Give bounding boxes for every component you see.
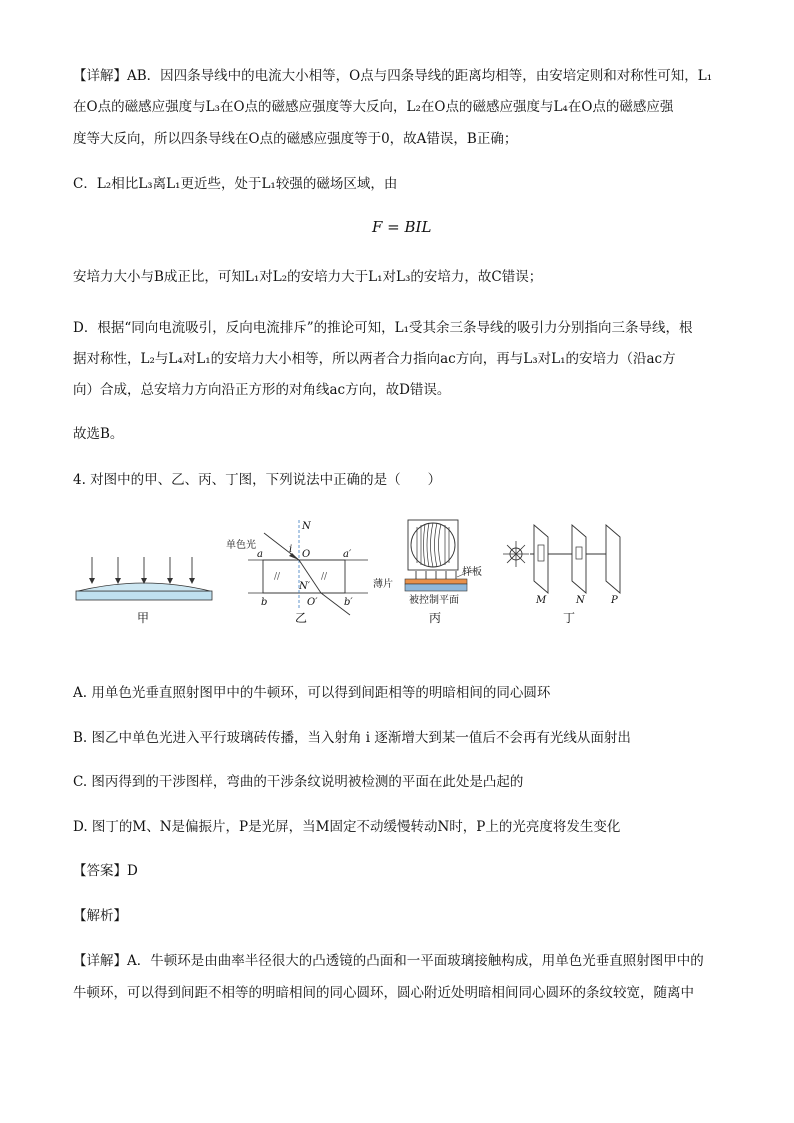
- figure-bing: [405, 520, 473, 591]
- explain-d-line-3: 向）合成，总安培力方向沿正方形的对角线ac方向，故D错误。: [73, 382, 451, 398]
- figure-ding: [503, 525, 620, 593]
- bing-thin-label: 薄片: [373, 579, 393, 590]
- figure-jia: [76, 557, 212, 600]
- yi-light-label: 单色光: [226, 540, 256, 551]
- explain-ab-line-3: 度等大反向，所以四条导线在O点的磁感应强度等于0，故A错误，B正确；: [73, 131, 518, 147]
- explain-d-line-2: 据对称性，L₂与L₄对L₁的安培力大小相等，所以两者合力指向ac方向，再与L₃对L₁的安培力（沿ac方: [73, 351, 676, 367]
- question-4: 4. 对图中的甲、乙、丙、丁图，下列说法中正确的是（ ）: [73, 472, 442, 488]
- svg-text://: //: [274, 572, 281, 582]
- explain-c-line-1: C．L₂相比L₃离L₁更近些，处于L₁较强的磁场区域，由: [73, 176, 398, 192]
- yi-b-label: b: [261, 597, 268, 608]
- explain-next-line-2: 牛顿环，可以得到间距不相等的明暗相间的同心圆环，圆心附近处明暗相间同心圆环的条纹较宽，随离中: [73, 985, 694, 1001]
- explain-next-line-1: 【详解】A．牛顿环是由曲率半径很大的凸透镜的凸面和一平面玻璃接触构成，用单色光垂直照射图甲中的: [73, 953, 704, 969]
- answer-label: 【答案】D: [73, 863, 138, 879]
- yi-a-label: a: [257, 549, 263, 560]
- yi-Oprime-label: O′: [307, 597, 318, 608]
- explain-c-line-2: 安培力大小与B成正比，可知L₁对L₂的安培力大于L₁对L₃的安培力，故C错误；: [73, 269, 543, 285]
- figure-label-yi: 乙: [295, 611, 308, 625]
- ding-M-label: M: [536, 595, 547, 606]
- bing-sample-label: 样板: [462, 567, 482, 578]
- option-c: C. 图丙得到的干涉图样，弯曲的干涉条纹说明被检测的平面在此处是凸起的: [73, 774, 524, 790]
- option-b: B. 图乙中单色光进入平行玻璃砖传播，当入射角 i 逐渐增大到某一值后不会再有光线从面射出: [73, 730, 631, 746]
- yi-O-label: O: [302, 549, 311, 560]
- option-d: D. 图丁的M、N是偏振片，P是光屏，当M固定不动缓慢转动N时，P上的光亮度将发生变化: [73, 819, 621, 835]
- yi-i-label: i: [289, 544, 293, 555]
- yi-N-label: N: [302, 521, 311, 532]
- figure-optics: [68, 515, 648, 630]
- ding-N-label: N: [576, 595, 585, 606]
- svg-text://: //: [321, 572, 328, 582]
- yi-a2-label: a′: [343, 549, 352, 560]
- option-a: A. 用单色光垂直照射图甲中的牛顿环，可以得到间距相等的明暗相间的同心圆环: [73, 685, 551, 701]
- yi-Nprime-label: N′: [299, 581, 311, 592]
- analysis-label: 【解析】: [73, 908, 127, 924]
- figure-label-bing: 丙: [429, 611, 442, 625]
- figure-label-ding: 丁: [563, 611, 576, 625]
- yi-b2-label: b′: [344, 597, 353, 608]
- bing-plane-label: 被控制平面: [409, 595, 459, 606]
- explain-ab-line-1: 【详解】AB．因四条导线中的电流大小相等，O点与四条导线的距离均相等，由安培定则和对称性可知，L₁: [73, 68, 713, 84]
- choose-answer: 故选B。: [73, 426, 124, 442]
- ding-P-label: P: [611, 595, 618, 606]
- explain-ab-line-2: 在O点的磁感应强度与L₃在O点的磁感应强度等大反向，L₂在O点的磁感应强度与L₄在O点的磁感应强: [73, 99, 674, 115]
- figure-label-jia: 甲: [137, 611, 150, 625]
- formula-ampere-force: F = BIL: [372, 218, 432, 236]
- explain-d-line-1: D．根据“同向电流吸引，反向电流排斥”的推论可知，L₁受其余三条导线的吸引力分别指向三条导线，根: [73, 320, 693, 336]
